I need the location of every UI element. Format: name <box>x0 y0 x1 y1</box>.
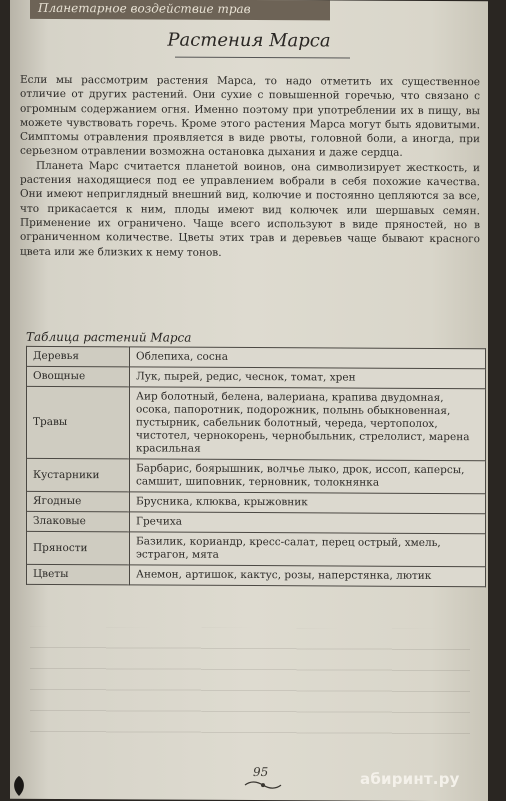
table-row <box>27 366 486 388</box>
plants-table <box>26 346 486 587</box>
table-row <box>27 564 486 586</box>
paragraph-2: Планета Марс считается планетой воинов, она символизирует жесткость, и растения находящиеся под ее управлением вобрали в себя похожие качества. Они имеют неприглядный внешний вид, колючие и постоянно цепляются за все, что прикасается к ним, плоды имеют вид колючек или шершавых семян. Применение их ограничено. Чаще всего используют в виде пряностей, но в ограниченном количестве. Цветы этих трав и деревьев чаще бывают красного цвета или же близких к нему тонов. <box>20 159 480 259</box>
table-caption: Таблица растений Марса <box>26 329 192 345</box>
row-category: Овощные <box>27 366 130 387</box>
row-items: Базилик, кориандр, кресс-салат, перец острый, хмель, эстрагон, мята <box>130 532 486 567</box>
page-number: 95 <box>253 765 269 780</box>
leaf-ornament-icon <box>10 775 28 797</box>
table-row <box>27 511 486 533</box>
row-items: Анемон, артишок, кактус, розы, наперстянка, лютик <box>130 565 486 587</box>
show-through-table-lines <box>30 627 470 739</box>
row-items: Барбарис, боярышник, волчье лыко, дрок, иссоп, каперсы, самшит, шиповник, терновник, толокнянка <box>130 459 486 494</box>
table-row <box>27 491 486 513</box>
title-underline <box>175 57 350 59</box>
row-category: Ягодные <box>27 491 130 512</box>
row-items: Лук, пырей, редис, чеснок, томат, хрен <box>130 367 486 389</box>
paragraph-1: Если мы рассмотрим растения Марса, то надо отметить их существенное отличие от других растений. Они сухие с повышенной горечью, что связано с огромным содержанием огня. Именно поэтому при употреблении их в пищу, вы можете чувствовать горечь. Кроме этого растения Марса могут быть ядовитыми. Симптомы отравления проявляется в виде рвоты, головной боли, а иногда, при серьезном отравлении возможна остановка дыхания и даже сердца. <box>20 73 480 160</box>
table-row <box>27 531 486 566</box>
row-category: Кустарники <box>27 458 130 492</box>
watermark-text: абиринт.ру <box>360 770 460 788</box>
page-ornament-icon <box>243 778 283 792</box>
row-category: Злаковые <box>27 511 130 532</box>
row-category: Пряности <box>27 531 130 565</box>
table-row <box>27 386 486 460</box>
watermark-logo <box>360 770 460 788</box>
running-head: Планетарное воздействие трав <box>30 0 330 20</box>
row-category: Цветы <box>27 564 130 585</box>
table-row <box>27 458 486 493</box>
row-items: Облепиха, сосна <box>130 347 486 369</box>
section-title: Растения Марса <box>167 29 331 52</box>
row-category: Травы <box>27 386 130 459</box>
table-row <box>27 346 486 368</box>
row-category: Деревья <box>27 346 130 367</box>
row-items: Брусника, клюква, крыжовник <box>130 492 486 514</box>
book-page <box>10 0 488 801</box>
row-items: Аир болотный, белена, валериана, крапива двудомная, осока, папоротник, подорожник, полынь обыкновенная, пустырник, сабельник болотный, череда, чертополох, чистотел, чернокорень, чернобыльник, стрелолист, марена красильная <box>130 387 486 461</box>
row-items: Гречиха <box>130 512 486 534</box>
body-text <box>20 73 480 261</box>
